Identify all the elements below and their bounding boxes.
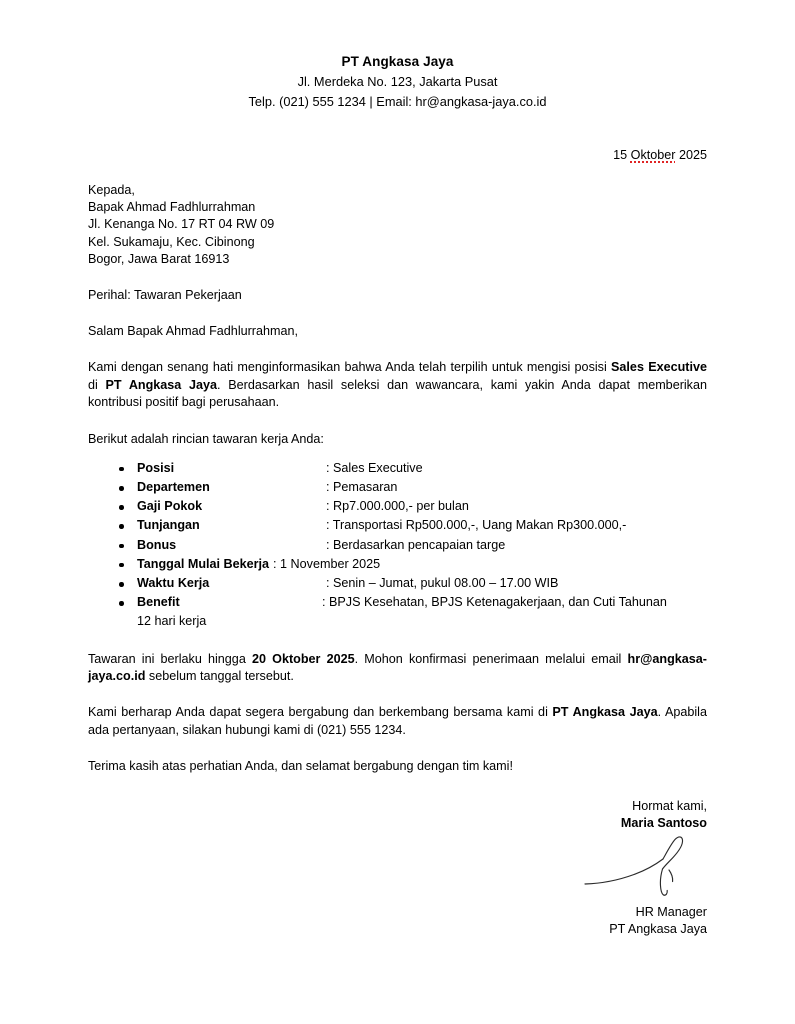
detail-value: : Sales Executive	[326, 460, 423, 475]
recipient-block	[88, 182, 707, 268]
detail-label: Gaji Pokok	[137, 499, 203, 514]
detail-value: : Pemasaran	[326, 480, 398, 495]
recipient-street: Jl. Kenanga No. 17 RT 04 RW 09	[88, 217, 275, 232]
offer-details-list	[88, 459, 707, 632]
detail-value: : BPJS Kesehatan, BPJS Ketenagakerjaan, dan Cuti Tahunan	[322, 595, 667, 610]
detail-row	[88, 478, 707, 497]
paragraph-hope	[88, 704, 707, 739]
bullet-icon	[119, 536, 124, 555]
bullet-icon	[119, 459, 124, 478]
detail-row	[88, 593, 707, 631]
recipient-district: Kel. Sukamaju, Kec. Cibinong	[88, 234, 255, 249]
detail-row	[88, 497, 707, 516]
details-intro: Berikut adalah rincian tawaran kerja Anda:	[88, 431, 324, 446]
bullet-icon	[119, 593, 124, 612]
detail-label: Tunjangan	[137, 518, 200, 533]
detail-label: Posisi	[137, 460, 175, 475]
date-year: 2025	[675, 148, 707, 162]
detail-value-continuation: 12 hari kerja	[137, 614, 207, 629]
detail-value: : Rp7.000.000,- per bulan	[326, 499, 469, 514]
deadline-bold-date: 20 Oktober 2025	[251, 651, 355, 666]
signoff-role-block	[88, 904, 707, 938]
detail-row	[88, 555, 707, 574]
handwritten-signature-icon	[581, 834, 699, 902]
bullet-icon	[119, 516, 124, 535]
opening-bold-company: PT Angkasa Jaya	[105, 377, 218, 392]
deadline-text-2: . Mohon konfirmasi penerimaan melalui email	[354, 651, 628, 666]
deadline-bold-email: hr@angkasa-jaya.co.id	[88, 651, 707, 684]
detail-label: Tanggal Mulai Bekerja	[137, 556, 270, 571]
paragraph-opening	[88, 359, 707, 411]
signoff-closing-phrase: Hormat kami,	[632, 798, 707, 813]
letter-date	[88, 148, 707, 162]
detail-value: : 1 November 2025	[273, 556, 381, 571]
paragraph-deadline	[88, 651, 707, 686]
letter-content	[88, 0, 707, 939]
detail-label: Bonus	[137, 537, 177, 552]
opening-bold-position: Sales Executive	[611, 360, 708, 375]
detail-value: : Senin – Jumat, pukul 08.00 – 17.00 WIB	[326, 576, 559, 591]
date-month-spellcheck: Oktober	[630, 148, 676, 162]
detail-label: Departemen	[137, 480, 210, 495]
signer-name: Maria Santoso	[620, 815, 707, 830]
bullet-icon	[119, 478, 124, 497]
recipient-city-postal: Bogor, Jawa Barat 16913	[88, 251, 230, 266]
hope-bold-company: PT Angkasa Jaya	[552, 705, 658, 720]
opening-text-1: Kami dengan senang hati menginformasikan bahwa Anda telah terpilih untuk mengisi posisi	[88, 360, 612, 375]
letter-greeting: Salam Bapak Ahmad Fadhlurrahman,	[88, 324, 299, 339]
company-address: Jl. Merdeka No. 123, Jakarta Pusat	[297, 74, 498, 89]
detail-label: Waktu Kerja	[137, 576, 210, 591]
hope-text-1: Kami berharap Anda dapat segera bergabung dan berkembang bersama kami di	[88, 705, 553, 720]
deadline-text-3: sebelum tanggal tersebut.	[145, 669, 294, 684]
opening-text-3: . Berdasarkan hasil seleksi dan wawancara, kami yakin Anda dapat memberikan kontribusi positif bagi perusahaan.	[88, 377, 707, 410]
letter-subject: Perihal: Tawaran Pekerjaan	[88, 288, 242, 303]
detail-row	[88, 459, 707, 478]
detail-row	[88, 536, 707, 555]
company-contact: Telp. (021) 555 1234 | Email: hr@angkasa-jaya.co.id	[248, 94, 547, 109]
detail-row	[88, 574, 707, 593]
deadline-text-1: Tawaran ini berlaku hingga	[88, 651, 252, 666]
recipient-salutation: Kepada,	[88, 183, 135, 197]
bullet-icon	[119, 574, 124, 593]
signature-mark-area	[88, 832, 707, 904]
signer-role: HR Manager	[635, 905, 707, 920]
detail-label: Benefit	[137, 595, 180, 610]
recipient-name: Bapak Ahmad Fadhlurrahman	[88, 200, 256, 215]
hope-text-2: . Apabila ada pertanyaan, silakan hubungi kami di (021) 555 1234.	[88, 705, 707, 737]
detail-value: : Transportasi Rp500.000,-, Uang Makan Rp300.000,-	[326, 518, 627, 533]
paragraph-thanks: Terima kasih atas perhatian Anda, dan selamat bergabung dengan tim kami!	[88, 759, 513, 774]
signoff-block	[88, 798, 707, 832]
date-day: 15	[613, 148, 631, 162]
opening-text-2: di	[88, 377, 106, 392]
detail-value: : Berdasarkan pencapaian targe	[326, 537, 506, 552]
signer-company: PT Angkasa Jaya	[609, 922, 707, 937]
letterhead	[88, 0, 707, 112]
bullet-icon	[119, 555, 124, 574]
bullet-icon	[119, 497, 124, 516]
company-name: PT Angkasa Jaya	[341, 54, 454, 69]
detail-row	[88, 516, 707, 535]
